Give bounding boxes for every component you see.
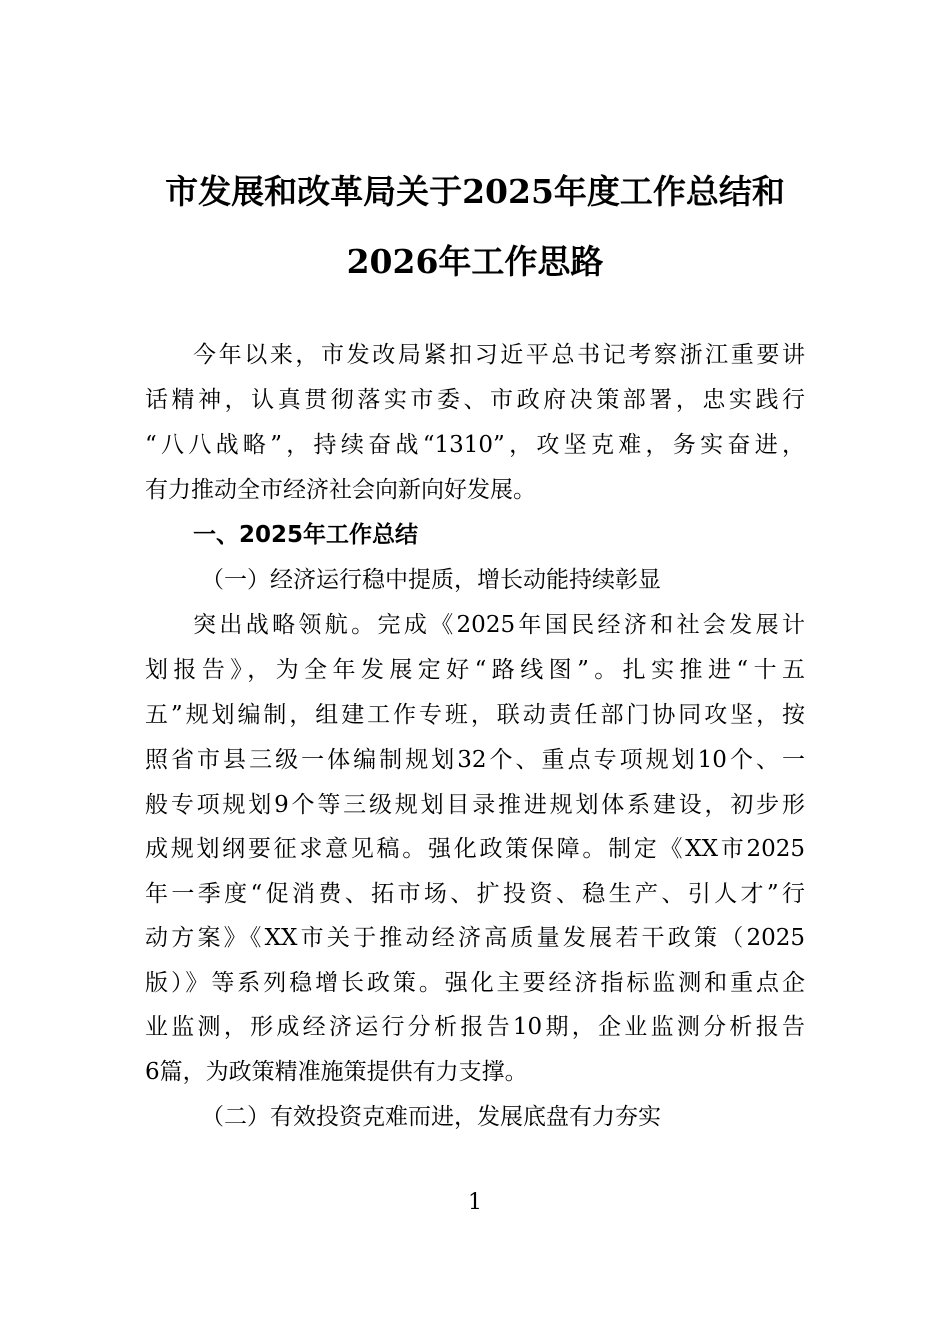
body-paragraph-line: 般专项规划9个等三级规划目录推进规划体系建设，初步形 [145,792,805,818]
page-number: 1 [468,1190,482,1215]
section-heading: 一、2025年工作总结 [193,522,419,548]
intro-paragraph-line: 有力推动全市经济社会向新向好发展。 [145,477,536,503]
subsection-heading: （一）经济运行稳中提质，增长动能持续彰显 [201,567,661,593]
body-paragraph-line: 6篇，为政策精准施策提供有力支撑。 [145,1059,528,1085]
document-title-line-1: 市发展和改革局关于2025年度工作总结和 [165,172,785,211]
body-paragraph-line: 年一季度“促消费、拓市场、扩投资、稳生产、引人才”行 [145,881,805,907]
body-paragraph-line: 划报告》，为全年发展定好“路线图”。扎实推进“十五 [145,657,805,683]
intro-paragraph-line: 话精神，认真贯彻落实市委、市政府决策部署，忠实践行 [145,387,805,413]
body-paragraph-line: 成规划纲要征求意见稿。强化政策保障。制定《XX市2025 [145,836,805,862]
body-paragraph-line: 五”规划编制，组建工作专班，联动责任部门协同攻坚，按 [145,702,805,728]
document-title-line-2: 2026年工作思路 [346,242,604,281]
body-paragraph-line: 突出战略领航。完成《2025年国民经济和社会发展计 [193,612,805,638]
subsection-heading: （二）有效投资克难而进，发展底盘有力夯实 [201,1104,661,1130]
body-paragraph-line: 照省市县三级一体编制规划32个、重点专项规划10个、一 [145,747,805,773]
intro-paragraph-line: “八八战略”，持续奋战“1310”，攻坚克难，务实奋进， [145,432,805,458]
body-paragraph-line: 业监测，形成经济运行分析报告10期，企业监测分析报告 [145,1014,805,1040]
body-paragraph-line: 版）》等系列稳增长政策。强化主要经济指标监测和重点企 [145,970,805,996]
body-paragraph-line: 动方案》《XX市关于推动经济高质量发展若干政策（2025 [145,925,805,951]
intro-paragraph-line: 今年以来，市发改局紧扣习近平总书记考察浙江重要讲 [193,342,805,368]
